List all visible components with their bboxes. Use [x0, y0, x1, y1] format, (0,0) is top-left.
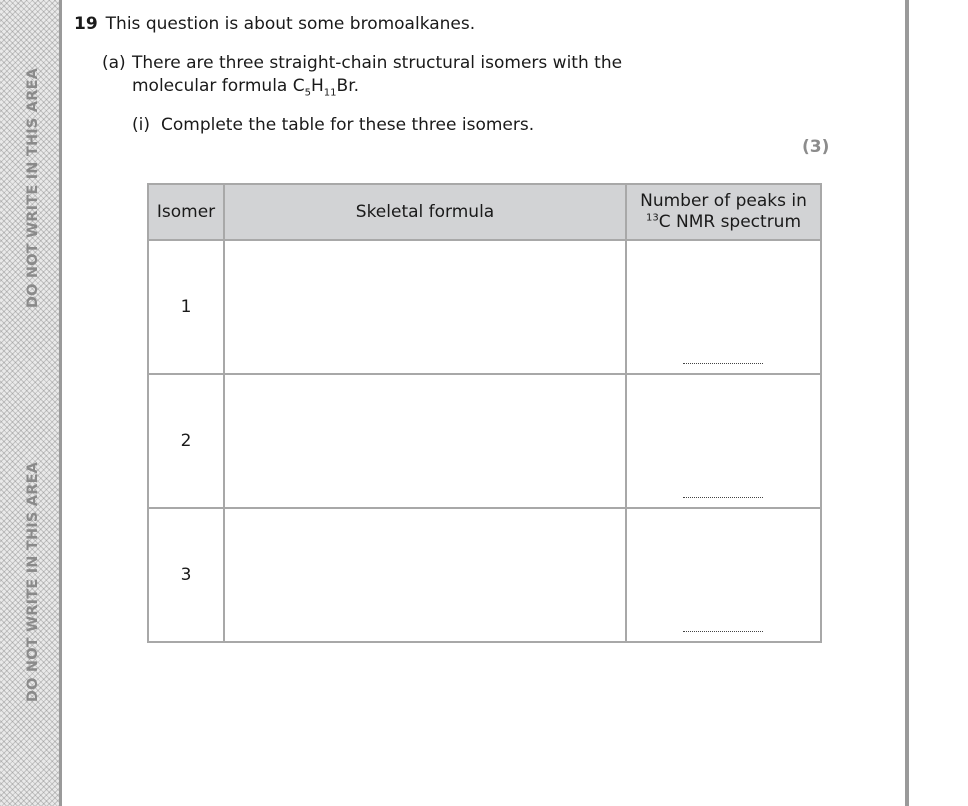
part-a-label: (a) — [102, 53, 126, 73]
nmr-peaks-answer-box[interactable] — [626, 508, 821, 642]
answer-dotted-line — [683, 497, 763, 498]
margin-warning-bottom: DO NOT WRITE IN THIS AREA — [25, 461, 41, 703]
part-a-line2: molecular formula $C_5H_{11}Br$. — [132, 76, 360, 99]
right-margin-rule — [905, 0, 909, 806]
part-a — [102, 52, 622, 98]
table-row — [148, 240, 821, 374]
marks-available: (3) — [802, 137, 830, 157]
header-isomer: Isomer — [148, 184, 224, 240]
isomer-number: 1 — [148, 240, 224, 374]
nmr-peaks-answer-box[interactable] — [626, 240, 821, 374]
header-nmr-peaks: Number of peaks in $^{13}$C NMR spectrum — [626, 184, 821, 240]
part-i — [132, 114, 534, 136]
question-text: This question is about some bromoalkanes. — [105, 14, 476, 34]
header-skeletal-formula: Skeletal formula — [224, 184, 626, 240]
skeletal-formula-answer-box[interactable] — [224, 374, 626, 508]
isomer-number: 3 — [148, 508, 224, 642]
part-i-text: Complete the table for these three isomers. — [161, 115, 535, 135]
nmr-peaks-answer-box[interactable] — [626, 374, 821, 508]
answer-dotted-line — [683, 363, 763, 364]
answer-dotted-line — [683, 631, 763, 632]
question-header — [74, 13, 475, 35]
table-row — [148, 508, 821, 642]
question-number: 19 — [74, 14, 98, 34]
do-not-write-margin — [0, 0, 62, 806]
part-a-line1: There are three straight-chain structural isomers with the — [132, 53, 623, 73]
table-row — [148, 374, 821, 508]
skeletal-formula-answer-box[interactable] — [224, 508, 626, 642]
isomer-number: 2 — [148, 374, 224, 508]
part-i-label: (i) — [132, 115, 150, 135]
skeletal-formula-answer-box[interactable] — [224, 240, 626, 374]
margin-warning-top: DO NOT WRITE IN THIS AREA — [25, 67, 41, 309]
table-header-row — [148, 184, 821, 240]
isomer-table — [147, 183, 822, 643]
